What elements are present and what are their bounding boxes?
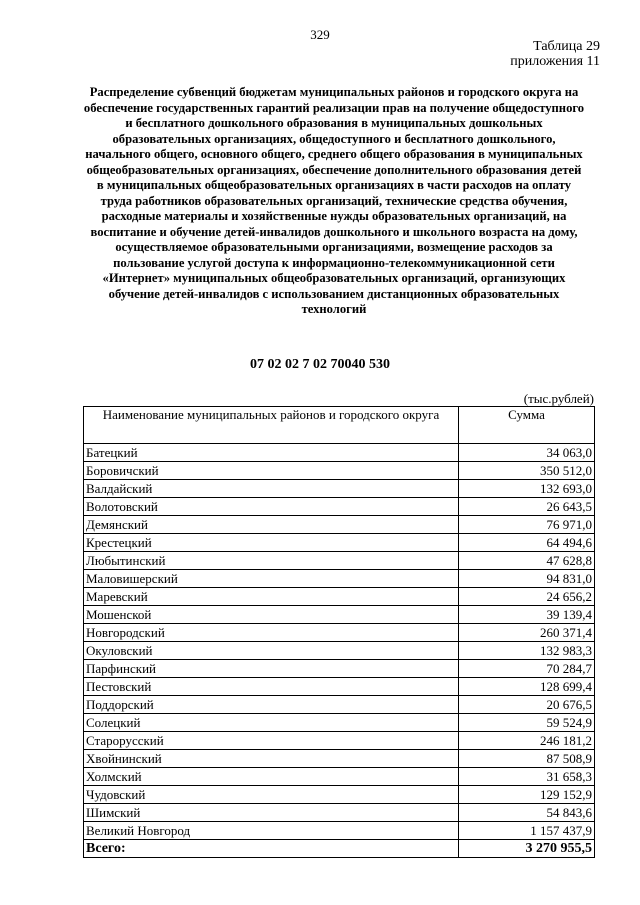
district-sum: 350 512,0 (459, 462, 595, 480)
district-sum: 87 508,9 (459, 750, 595, 768)
district-sum: 39 139,4 (459, 606, 595, 624)
header-sum: Сумма (459, 407, 595, 444)
district-name: Новгородский (84, 624, 459, 642)
district-name: Солецкий (84, 714, 459, 732)
district-name: Волотовский (84, 498, 459, 516)
district-sum: 1 157 437,9 (459, 822, 595, 840)
total-label: Всего: (84, 840, 459, 858)
table-row (84, 606, 595, 624)
total-row (84, 840, 595, 858)
district-name: Крестецкий (84, 534, 459, 552)
district-name: Окуловский (84, 642, 459, 660)
district-name: Маловишерский (84, 570, 459, 588)
district-name: Великий Новгород (84, 822, 459, 840)
table-row (84, 822, 595, 840)
district-name: Чудовский (84, 786, 459, 804)
district-name: Любытинский (84, 552, 459, 570)
district-sum: 70 284,7 (459, 660, 595, 678)
district-name: Демянский (84, 516, 459, 534)
table-row (84, 660, 595, 678)
table-row (84, 588, 595, 606)
district-sum: 129 152,9 (459, 786, 595, 804)
district-name: Пестовский (84, 678, 459, 696)
district-name: Хвойнинский (84, 750, 459, 768)
table-row (84, 732, 595, 750)
table-row (84, 624, 595, 642)
district-name: Старорусский (84, 732, 459, 750)
table-row (84, 786, 595, 804)
table-reference-line1: Таблица 29 (533, 39, 600, 54)
header-name: Наименование муниципальных районов и городского округа (84, 407, 459, 444)
district-sum: 64 494,6 (459, 534, 595, 552)
district-sum: 246 181,2 (459, 732, 595, 750)
district-name: Парфинский (84, 660, 459, 678)
district-sum: 34 063,0 (459, 444, 595, 462)
district-sum: 47 628,8 (459, 552, 595, 570)
district-name: Шимский (84, 804, 459, 822)
district-sum: 59 524,9 (459, 714, 595, 732)
district-name: Боровичский (84, 462, 459, 480)
district-sum: 20 676,5 (459, 696, 595, 714)
district-sum: 26 643,5 (459, 498, 595, 516)
units-label: (тыс.рублей) (523, 391, 594, 406)
total-sum: 3 270 955,5 (459, 840, 595, 858)
table-row (84, 570, 595, 588)
district-sum: 24 656,2 (459, 588, 595, 606)
table-row (84, 804, 595, 822)
district-name: Батецкий (84, 444, 459, 462)
district-name: Валдайский (84, 480, 459, 498)
district-sum: 94 831,0 (459, 570, 595, 588)
table-reference-line2: приложения 11 (510, 54, 600, 69)
district-sum: 31 658,3 (459, 768, 595, 786)
table-body (84, 444, 595, 858)
table-row (84, 678, 595, 696)
table-row (84, 462, 595, 480)
district-sum: 76 971,0 (459, 516, 595, 534)
district-name: Маревский (84, 588, 459, 606)
document-title: Распределение субвенций бюджетам муниципальных районов и городского округа на обеспечение государственных гарантий реализации прав на получение общедоступного и бесплатного дошкольного образования в муниципальных дошкольных образовательных организациях, общедоступного и бесплатного дошкольного, начального общего, основного общего, среднего общего образования в муниципальных общеобразовательных организациях, обеспечение дополнительного образования детей в муниципальных общеобразовательных организациях в части расходов на оплату труда работников образовательных организаций, технические средства обучения, расходные материалы и хозяйственные нужды образовательных организаций, на воспитание и обучение детей-инвалидов дошкольного и школьного возраста на дому, осуществляемое образовательными организациями, возмещение расходов за пользование услугой доступа к информационно-телекоммуникационной сети «Интернет» муниципальных общеобразовательных организаций, организующих обучение детей-инвалидов с использованием дистанционных образовательных технологий (83, 85, 585, 316)
table-row (84, 498, 595, 516)
subsidy-table (83, 406, 595, 858)
district-name: Поддорский (84, 696, 459, 714)
table-row (84, 516, 595, 534)
district-name: Холмский (84, 768, 459, 786)
table-row (84, 768, 595, 786)
table-row (84, 552, 595, 570)
table-row (84, 642, 595, 660)
district-sum: 54 843,6 (459, 804, 595, 822)
table-reference (510, 39, 600, 69)
district-sum: 260 371,4 (459, 624, 595, 642)
page-number: 329 (310, 27, 330, 42)
table-row (84, 480, 595, 498)
table-row (84, 714, 595, 732)
district-sum: 132 983,3 (459, 642, 595, 660)
table-header-row (84, 407, 595, 444)
district-sum: 132 693,0 (459, 480, 595, 498)
budget-code: 07 02 02 7 02 70040 530 (250, 357, 390, 372)
table-row (84, 534, 595, 552)
district-sum: 128 699,4 (459, 678, 595, 696)
table-row (84, 750, 595, 768)
table-row (84, 444, 595, 462)
district-name: Мошенской (84, 606, 459, 624)
table-row (84, 696, 595, 714)
